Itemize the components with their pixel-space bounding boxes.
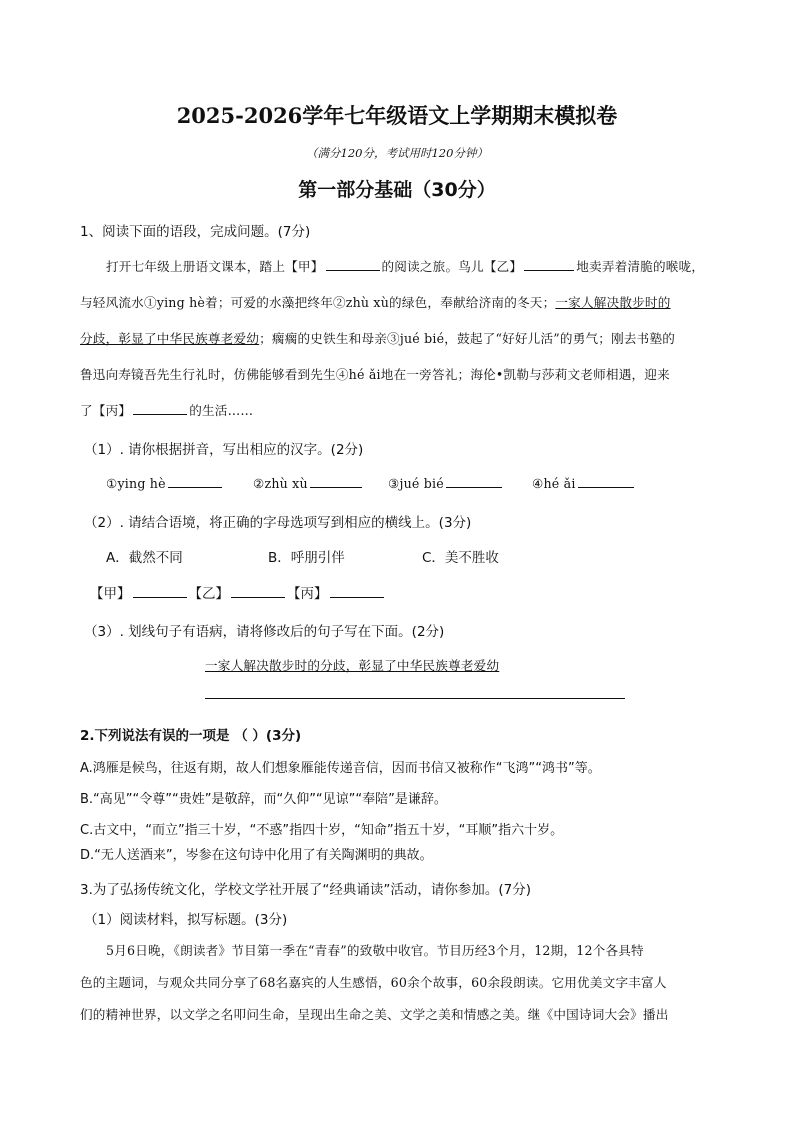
answer-blank[interactable] xyxy=(446,475,502,488)
answer-blank[interactable] xyxy=(168,475,222,488)
blank-yi-answer[interactable] xyxy=(231,585,285,598)
exam-info: （满分120分，考试用时120分钟） xyxy=(306,146,488,160)
q2-option-a: A.鸿雁是候鸟，往返有期，故人们想象雁能传递音信，因而书信又被称作“飞鸿”“鸿书”等。 xyxy=(80,761,601,776)
page-title: 2025-2026学年七年级语文上学期期末模拟卷 xyxy=(176,103,618,128)
answer-blank[interactable] xyxy=(310,475,362,488)
passage-line-4: 鲁迅向寿镜吾先生行礼时，仿佛能够看到先生④hé ǎi地在一旁答礼；海伦•凯勒与莎莉文老师相遇，迎来 xyxy=(80,367,670,382)
option-b: B．呼朋引伴 xyxy=(268,550,345,566)
question-2-stem: 2.下列说法有误的一项是 （ ）(3分) xyxy=(80,728,302,744)
q3-subquestion-1: （1）阅读材料，拟写标题。(3分) xyxy=(84,912,288,928)
passage-text: 地卖弄着清脆的喉咙， xyxy=(576,259,705,274)
passage-line-5 xyxy=(80,400,253,419)
passage-text: 的阅读之旅。鸟儿【乙】 xyxy=(381,259,523,274)
blank-yi[interactable] xyxy=(524,258,574,271)
passage-text: 的生活…… xyxy=(189,403,254,418)
q2-option-b: B.“高见”“令尊”“贵姓”是敬辞，而“久仰”“见谅”“奉陪”是谦辞。 xyxy=(80,792,447,807)
subquestion-3-stem: （3）. 划线句子有语病，请将修改后的句子写在下面。(2分) xyxy=(84,624,445,640)
q3-passage-line-2: 色的主题词，与观众共同分享了68名嘉宾的人生感悟，60余个故事，60余段朗读。它用优美文字丰富人 xyxy=(80,975,667,990)
underlined-sentence: 一家人解决散步时的 xyxy=(555,295,671,310)
passage-line-3 xyxy=(80,328,675,347)
faulty-sentence: 一家人解决散步时的分歧，彰显了中华民族尊老爱幼 xyxy=(205,658,500,673)
section-heading: 第一部分基础（30分） xyxy=(298,179,496,201)
passage-line-1 xyxy=(106,256,704,275)
q3-passage-line-1: 5月6日晚，《朗读者》节目第一季在“青春”的致敬中收官。节目历经3个月，12期，12个各具特 xyxy=(106,943,644,958)
pinyin-item-2: ②zhù xù xyxy=(253,475,364,491)
subquestion-2-stem: （2）. 请结合语境，将正确的字母选项写到相应的横线上。(3分) xyxy=(84,515,472,531)
blank-bing[interactable] xyxy=(133,402,187,415)
blank-bing-answer[interactable] xyxy=(330,585,384,598)
answer-blanks-row: 【甲】 【乙】 【丙】 xyxy=(90,582,386,602)
pinyin-item-3: ③jué bié xyxy=(388,475,504,491)
option-c: C．美不胜收 xyxy=(422,550,499,566)
pinyin-item-1: ①ying hè xyxy=(106,475,224,491)
answer-line[interactable] xyxy=(205,698,625,699)
passage-text: 了【丙】 xyxy=(80,403,132,418)
answer-blank[interactable] xyxy=(578,475,634,488)
passage-line-2 xyxy=(80,292,671,311)
underlined-sentence: 分歧，彰显了中华民族尊老爱幼 xyxy=(80,331,260,346)
question-3-stem: 3.为了弘扬传统文化，学校文学社开展了“经典诵读”活动，请你参加。(7分) xyxy=(80,882,531,898)
q2-option-c: C.古文中，“而立”指三十岁，“不惑”指四十岁，“知命”指五十岁，“耳顺”指六十岁。 xyxy=(80,823,564,838)
passage-text: 打开七年级上册语文课本，踏上【甲】 xyxy=(106,259,324,274)
q2-option-d: D.“无人送酒来”，岑参在这句诗中化用了有关陶渊明的典故。 xyxy=(80,848,433,863)
blank-jia[interactable] xyxy=(326,258,380,271)
question-1-stem: 1、阅读下面的语段，完成问题。(7分) xyxy=(80,224,311,240)
pinyin-item-4: ④hé ǎi xyxy=(532,475,636,491)
blank-jia-answer[interactable] xyxy=(133,585,187,598)
passage-text: ；瘸瘸的史铁生和母亲③jué bié，鼓起了“好好儿活”的勇气；刚去书塾的 xyxy=(259,331,676,346)
passage-text: 与轻风流水①ying hè着；可爱的水藻把终年②zhù xù的绿色，奉献给济南的冬天； xyxy=(80,295,556,310)
q3-passage-line-3: 们的精神世界，以文学之名叩问生命，呈现出生命之美、文学之美和情感之美。继《中国诗词大会》播出 xyxy=(80,1007,669,1022)
option-a: A．截然不同 xyxy=(106,550,183,566)
subquestion-1-stem: （1）. 请你根据拼音，写出相应的汉字。(2分) xyxy=(84,442,364,458)
